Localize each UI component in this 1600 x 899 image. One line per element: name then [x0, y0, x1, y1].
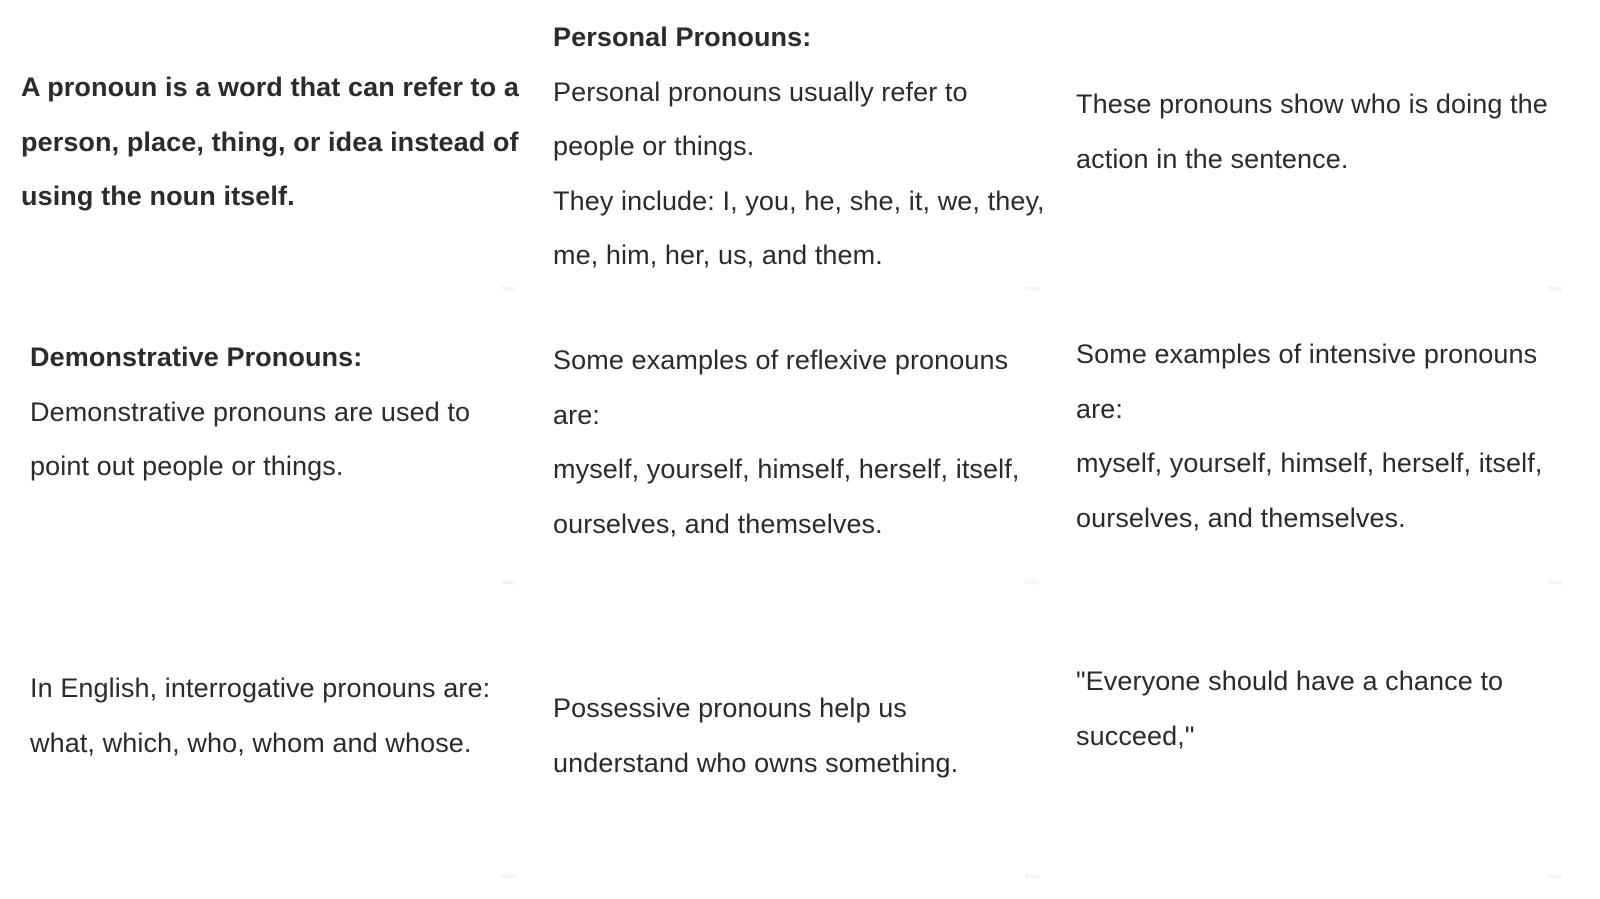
card-line: what, which, who, whom and whose.	[30, 727, 472, 758]
watermark: Brainy	[1025, 874, 1040, 880]
card-line: me, him, her, us, and them.	[553, 240, 883, 270]
card-line: A pronoun is a word that can refer to a	[21, 72, 519, 102]
card-line: understand who owns something.	[553, 747, 959, 778]
watermark: Brainy	[1548, 874, 1563, 880]
card-line: myself, yourself, himself, herself, itself,	[1076, 448, 1543, 478]
card-line: action in the sentence.	[1076, 143, 1349, 174]
card-line: Personal pronouns usually refer to	[553, 76, 968, 107]
card-line: using the noun itself.	[21, 181, 295, 211]
card-interrogative-pronouns	[30, 661, 530, 770]
card-line: people or things.	[553, 131, 755, 161]
watermark: Brainy	[502, 286, 517, 292]
watermark: Brainy	[502, 874, 517, 880]
card-pronoun-definition	[21, 60, 521, 224]
card-line: person, place, thing, or idea instead of	[21, 126, 519, 157]
card-possessive-pronouns	[553, 681, 1053, 790]
card-line: "Everyone should have a chance to	[1076, 666, 1504, 696]
card-heading: Demonstrative Pronouns:	[30, 342, 363, 372]
card-intensive-pronouns	[1076, 327, 1576, 545]
card-line: Some examples of reflexive pronouns	[553, 345, 1009, 375]
watermark: Brainy	[1025, 286, 1040, 292]
card-line: ourselves, and themselves.	[1076, 502, 1406, 533]
card-line: myself, yourself, himself, herself, itself,	[553, 454, 1020, 484]
card-subject-pronouns	[1076, 77, 1576, 186]
card-line: succeed,"	[1076, 720, 1195, 751]
watermark: Brainy	[1548, 580, 1563, 586]
card-line: These pronouns show who is doing the	[1076, 89, 1548, 119]
card-line: point out people or things.	[30, 451, 344, 481]
watermark: Brainy	[502, 580, 517, 586]
card-line: Demonstrative pronouns are used to	[30, 396, 471, 427]
card-line: In English, interrogative pronouns are:	[30, 673, 491, 703]
watermark: Brainy	[1548, 286, 1563, 292]
card-heading: Personal Pronouns:	[553, 22, 812, 52]
card-line: ourselves, and themselves.	[553, 508, 883, 539]
card-line: are:	[553, 399, 600, 430]
card-indefinite-quote	[1076, 654, 1576, 763]
card-reflexive-pronouns	[553, 333, 1053, 551]
card-line: are:	[1076, 393, 1123, 424]
card-line: Possessive pronouns help us	[553, 693, 907, 723]
card-demonstrative-pronouns	[30, 330, 530, 494]
card-line: They include: I, you, he, she, it, we, they,	[553, 185, 1045, 216]
card-personal-pronouns	[553, 10, 1053, 283]
watermark: Brainy	[1025, 580, 1040, 586]
card-line: Some examples of intensive pronouns	[1076, 339, 1538, 369]
